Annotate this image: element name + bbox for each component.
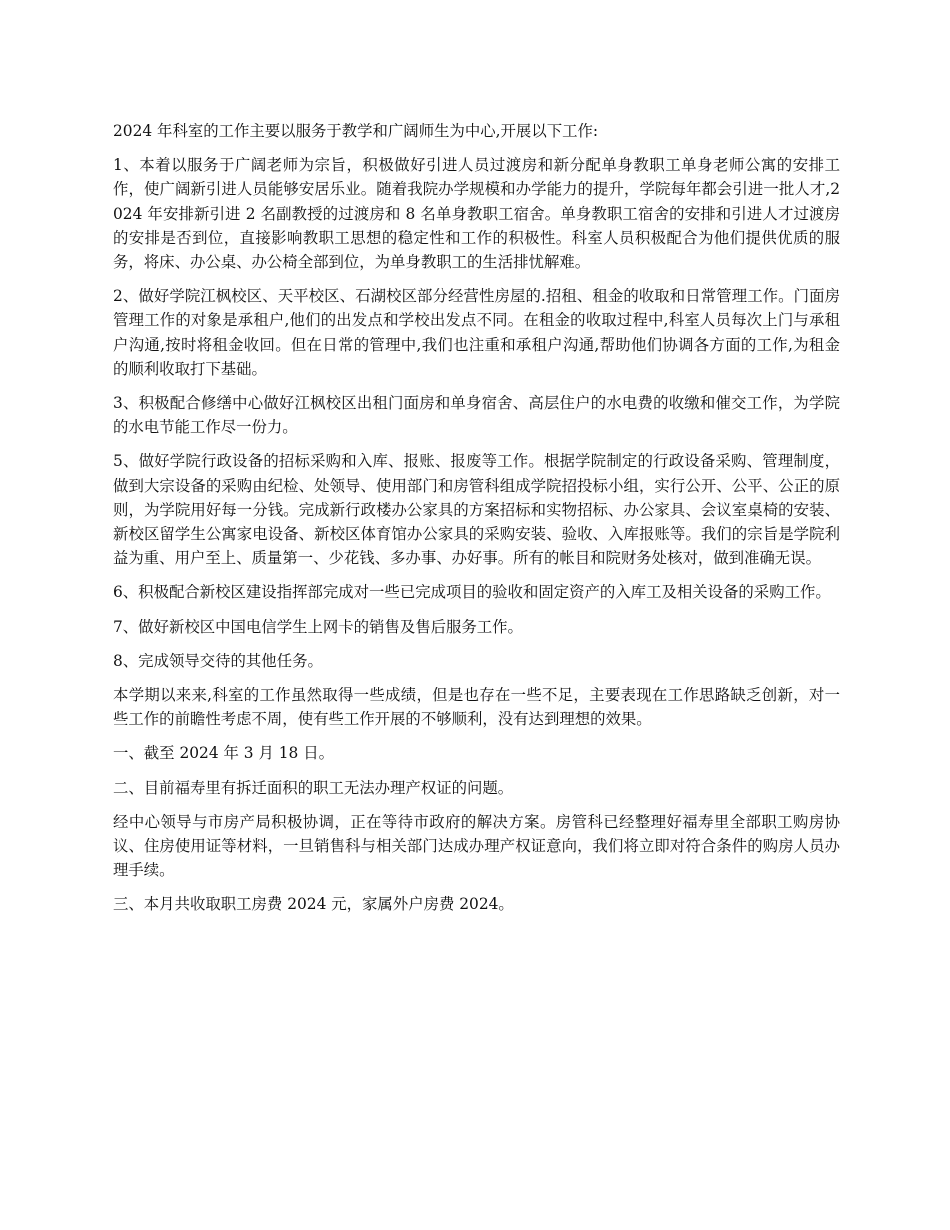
item-3-paragraph: 3、积极配合修缮中心做好江枫校区出租门面房和单身宿舍、高层住户的水电费的收缴和催交工作，为学院的水电节能工作尽一份力。	[113, 394, 840, 437]
item-5-paragraph: 5、做好学院行政设备的招标采购和入库、报账、报废等工作。根据学院制定的行政设备采购、管理制度，做到大宗设备的采购由纪检、处领导、使用部门和房管科组成学院招投标小组，实行公开、公平、公正的原则，为学院用好每一分钱。完成新行政楼办公家具的方案招标和实物招标、办公家具、会议室桌椅的安装、新校区留学生公寓家电设备、新校区体育馆办公家具的采购安装、验收、入库报账等。我们的宗旨是学院利益为重、用户至上、质量第一、少花钱、多办事、办好事。所有的帐目和院财务处核对，做到准确无误。	[113, 452, 840, 568]
document-page	[113, 119, 840, 927]
intro-paragraph: 2024 年科室的工作主要以服务于教学和广阔师生为中心,开展以下工作:	[113, 122, 599, 140]
section-three-paragraph: 三、本月共收取职工房费 2024 元，家属外户房费 2024。	[113, 895, 514, 914]
item-8-paragraph: 8、完成领导交待的其他任务。	[113, 651, 323, 670]
item-6-paragraph: 6、积极配合新校区建设指挥部完成对一些已完成项目的验收和固定资产的入库工及相关设备的采购工作。	[113, 583, 831, 602]
summary-paragraph: 本学期以来来,科室的工作虽然取得一些成绩，但是也存在一些不足，主要表现在工作思路缺乏创新，对一些工作的前瞻性考虑不周，使有些工作开展的不够顺利，没有达到理想的效果。	[113, 686, 840, 729]
item-1-paragraph: 1、本着以服务于广阔老师为宗旨，积极做好引进人员过渡房和新分配单身教职工单身老师公寓的安排工作，使广阔新引进人员能够安居乐业。随着我院办学规模和办学能力的提升，学院每年都会引进一批人才,2024 年安排新引进 2 名副教授的过渡房和 8 名单身教职工宿舍。单身教职工宿舍的安排和引进人才过渡房的安排是否到位，直接影响教职工思想的稳定性和工作的积极性。科室人员积极配合为他们提供优质的服务，将床、办公桌、办公椅全部到位，为单身教职工的生活排忧解难。	[113, 156, 840, 272]
item-7-paragraph: 7、做好新校区中国电信学生上网卡的销售及售后服务工作。	[113, 617, 523, 636]
section-one-paragraph: 一、截至 2024 年 3 月 18 日。	[113, 744, 335, 763]
section-two-paragraph: 二、目前福寿里有拆迁面积的职工无法办理产权证的问题。	[113, 778, 514, 797]
item-2-paragraph: 2、做好学院江枫校区、天平校区、石湖校区部分经营性房屋的.招租、租金的收取和日常管理工作。门面房管理工作的对象是承租户,他们的出发点和学校出发点不同。在租金的收取过程中,科室人员每次上门与承租户沟通,按时将租金收回。但在日常的管理中,我们也注重和承租户沟通,帮助他们协调各方面的工作,为租金的顺利收取打下基础。	[113, 287, 840, 378]
section-two-detail-paragraph: 经中心领导与市房产局积极协调，正在等待市政府的解决方案。房管科已经整理好福寿里全部职工购房协议、住房使用证等材料，一旦销售科与相关部门达成办理产权证意向，我们将立即对符合条件的购房人员办理手续。	[113, 812, 840, 880]
